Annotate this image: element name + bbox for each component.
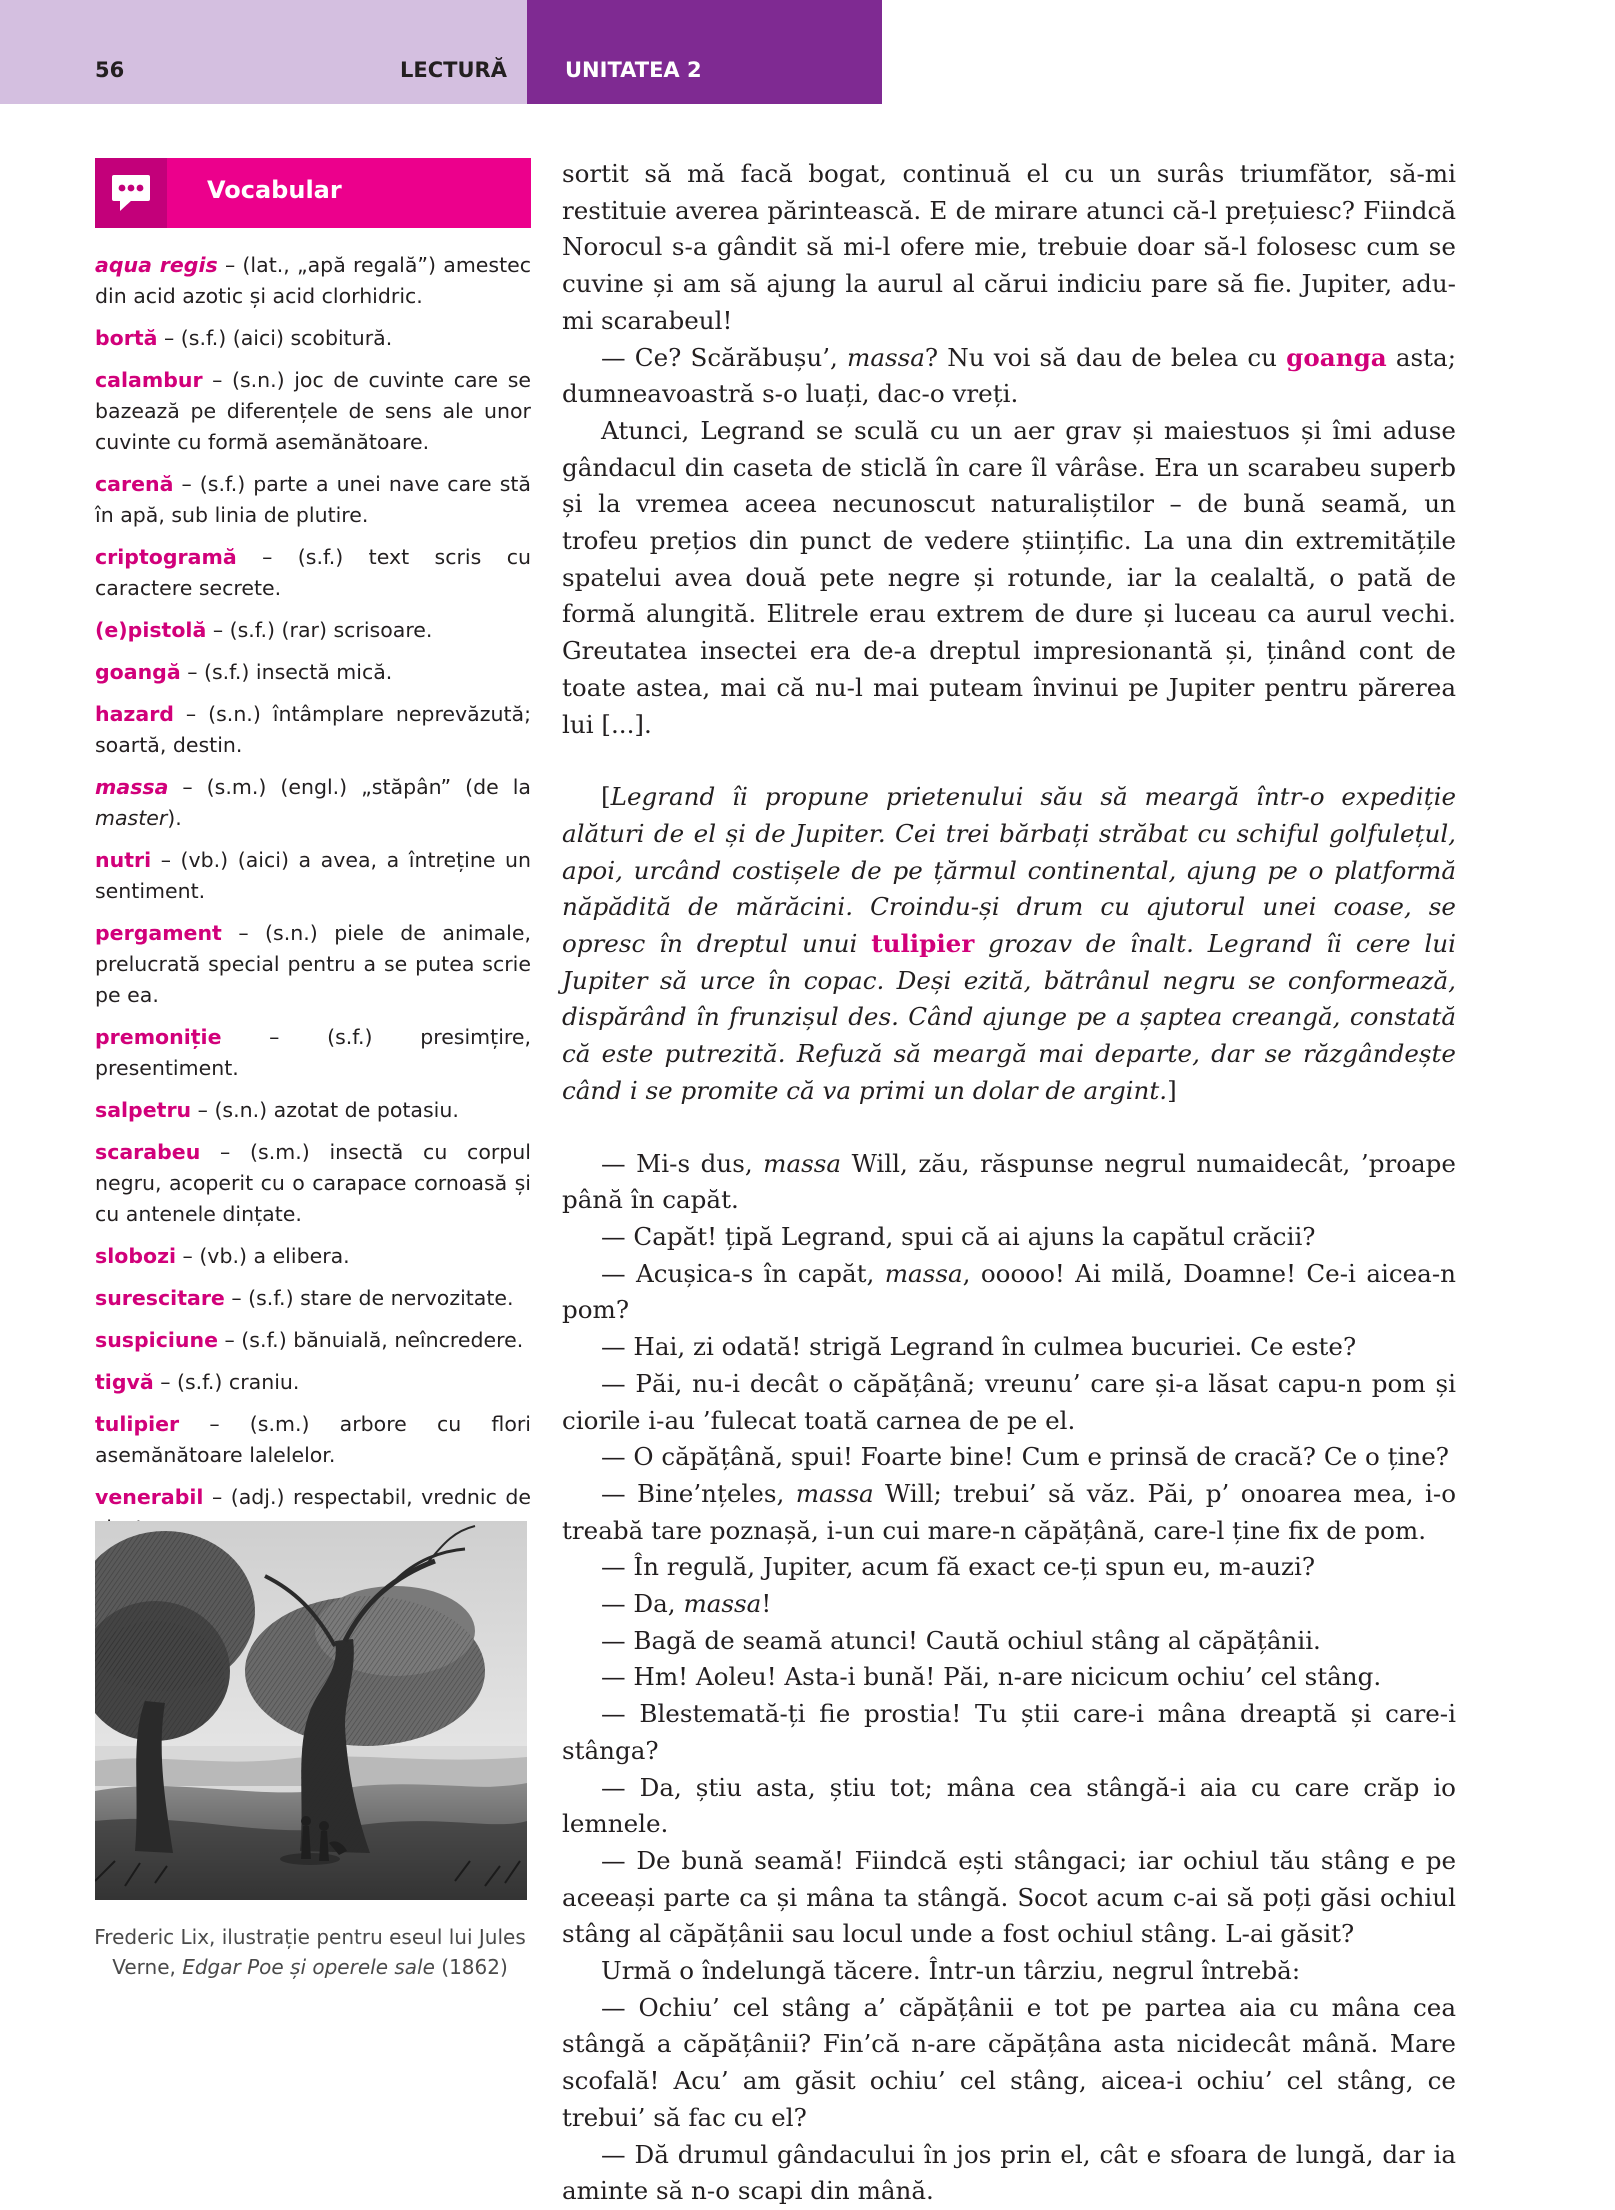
vocab-definition: – (s.f.) bănuială, neîncredere. [217,1328,524,1352]
vocab-term: salpetru [95,1098,192,1122]
dialogue-line: — Bine’nțeles, massa Will; trebui’ să văz. Păi, p’ onoarea mea, i-o treabă tare poznașă, i-un cui mare-n căpățână, care-l ține fix de pom. [562,1478,1457,1545]
dialogue-line: — Capăt! țipă Legrand, spui că ai ajuns la capătul crăcii? [601,1221,1316,1251]
vocab-term: goangă [95,660,181,684]
vocab-entry [95,845,531,907]
vocab-entry [95,323,531,354]
header-right-band [527,0,882,104]
narration-line: Urmă o îndelungă tăcere. Într-un târziu, negrul întrebă: [601,1956,1301,1986]
vocab-entry [95,1137,531,1230]
vocab-definition: – (s.f.) (aici) scobitură. [157,326,393,350]
vocab-definition-italic: master [95,806,168,830]
paragraph: — Ce? Scărăbușu’, massa? Nu voi să dau de belea cu goanga asta; dumneavoastră s-o luați, dac-o vreți. [562,342,1456,409]
vocab-definition: – (s.n.) întâmplare neprevăzută; soartă, destin. [95,702,531,757]
vocab-term: slobozi [95,1244,177,1268]
paragraph: Atunci, Legrand se sculă cu un aer grav și maiestuos și îmi aduse gândacul din caseta de sticlă în care îl vârâse. Era un scarabeu superb și la vremea aceea necunoscut naturaliștilor – de bună seamă, un trofeu prețios din punct de vedere științific. La una din extremitățile spatelui avea două pete negre și rotunde, iar la cealaltă, o pată de formă alungită. Elitrele erau extrem de dure și luceau ca aurul vechi. Greutatea insectei era de-a dreptul impresionantă și, ținând cont de toate astea, mai că nu-l mai puteam învinui pe Jupiter pentru părerea lui [...]. [562,415,1456,739]
vocab-entry [95,657,531,688]
summary-paragraph: [Legrand îi propune prietenului său să meargă într-o expediție alături de el și de Jupiter. Cei trei bărbați străbat cu schiful golfulețul, apoi, urcând costișele de pe țărmul continental, ajung pe o platformă năpădită de mărăcini. Croindu-și drum cu ajutorul unei coase, se opresc în dreptul unui tulipier grozav de înalt. Legrand îi cere lui Jupiter să urce în copac. Deși ezită, bătrânul negru se conformează, dispărând în frunzișul des. Când ajunge pe a șaptea creangă, constată că este putrezită. Refuză să meargă mai departe, dar se răzgândește când i se promite că va primi un dolar de argint.] [562,782,1456,1105]
dialogue-line: — Bagă de seamă atunci! Caută ochiul stâng al căpățânii. [601,1625,1321,1655]
dialogue-line: — Ochiu’ cel stâng a’ căpățânii e tot pe partea aia cu mâna cea stângă a căpățânii? Fin’că n-are căpățâna asta nicidecât mână. Mare scofală! Acu’ am găsit ochiu’ cel stâng, aicea-i ochiu’ cel stâng, ce trebui’ să fac cu el? [562,1992,1456,2132]
vocab-definition: – (vb.) a elibera. [176,1244,350,1268]
vocab-term: hazard [95,702,174,726]
vocab-term: tigvă [95,1370,154,1394]
dialogue-line: — Hm! Aoleu! Asta-i bună! Păi, n-are nicicum ochiu’ cel stâng. [601,1662,1382,1692]
vocab-term: premoniție [95,1025,222,1049]
highlighted-word: goanga [1286,342,1387,372]
dialogue-line: — Da, massa! [601,1589,772,1619]
dialogue-line: — Da, știu asta, știu tot; mâna cea stângă-i aia cu care crăp io lemnele. [562,1772,1456,1839]
vocab-entry [95,699,531,761]
dialogue-line: — Păi, nu-i decât o căpățână; vreunu’ care și-a lăsat capu-n pom și ciorile i-au ’fulecat toată carnea de pe el. [562,1368,1456,1435]
vocab-definition: – (s.n.) joc de cuvinte care se bazează pe diferențele de sens ale unor cuvinte cu formă asemănătoare. [95,368,531,454]
vocabulary-icon-box [95,158,167,228]
caption-year: (1862) [434,1955,508,1979]
vocab-entry [95,1095,531,1126]
unit-title: UNITATEA 2 [565,58,702,82]
vocab-term: criptogramă [95,545,237,569]
paragraph: sortit să mă facă bogat, continuă el cu un surâs triumfător, să-mi restituie averea părintească. E de mirare atunci că-l prețuiesc? Fiindcă Norocul s-a gândit să mi-l ofere mie, trebuie doar să-l folosesc cum se cuvine și am să ajung la aurul al cărui indiciu pare să fie. Jupiter, adu-mi scarabeul! [562,159,1456,335]
vocab-entry [95,1241,531,1272]
vocab-definition: – (s.n.) piele de animale, prelucrată special pentru a se putea scrie pe ea. [95,921,531,1007]
vocab-definition: – (vb.) (aici) a avea, a întreține un sentiment. [95,848,531,903]
vocab-term: massa [95,775,169,799]
vocab-definition: – (s.f.) insectă mică. [180,660,393,684]
vocab-definition: – (s.f.) presimțire, presentiment. [95,1025,531,1080]
dialogue-line: — Blestemată-ți fie prostia! Tu știi care-i mâna dreaptă și care-i stânga? [562,1699,1456,1765]
vocab-entry [95,1283,531,1314]
caption-title: Edgar Poe și operele sale [182,1955,435,1979]
vocab-definition: – (s.m.) (engl.) „stăpân” (de la [168,775,531,799]
dialogue-line: — O căpățână, spui! Foarte bine! Cum e prinsă de cracă? Ce o ține? [601,1442,1449,1472]
vocabulary-title: Vocabular [207,176,342,204]
speech-bubble-icon [110,172,152,214]
page-number: 56 [95,58,125,82]
vocab-entry [95,1325,531,1356]
vocab-entry [95,469,531,531]
vocab-definition: – (s.f.) craniu. [153,1370,300,1394]
illustration-caption [80,1922,540,1982]
vocab-definition: – (adj.) respectabil, vrednic de [211,1485,531,1509]
vocab-term: (e)pistolă [95,618,207,642]
dialogue-line: — Acușica-s în capăt, massa, ooooo! Ai milă, Doamne! Ce-i aicea-n pom? [562,1258,1456,1325]
vocab-term: aqua regis [95,253,218,277]
engraving-illustration [95,1521,527,1900]
vocab-entry [95,918,531,1011]
vocabulary-heading [95,158,531,228]
vocab-entry [95,1367,531,1398]
vocab-term: tulipier [95,1412,180,1436]
vocab-term: surescitare [95,1286,225,1310]
main-text [562,156,1456,2210]
vocab-entry [95,542,531,604]
vocab-definition: – (s.n.) azotat de potasiu. [191,1098,459,1122]
vocab-entry [95,250,531,312]
vocab-entry [95,772,531,834]
vocab-definition: – (s.f.) parte a unei nave care stă în apă, sub linia de plutire. [95,472,531,527]
vocab-term: suspiciune [95,1328,218,1352]
dialogue-line: — Hai, zi odată! strigă Legrand în culmea bucuriei. Ce este? [601,1332,1357,1362]
vocab-definition: – (lat., „apă regală”) amestec din acid azotic și acid clorhidric. [95,253,532,308]
caption-text: Frederic Lix, ilustrație pentru eseul lui Jules Verne, [94,1925,526,1979]
highlighted-word: tulipier [871,929,975,959]
vocab-term: venerabil [95,1485,204,1509]
vocab-definition: – (s.f.) (rar) scrisoare. [206,618,433,642]
header-left-band [0,0,527,104]
vocab-definition: – (s.f.) stare de nervozitate. [224,1286,514,1310]
vocab-term: carenă [95,472,174,496]
vocab-term: scarabeu [95,1140,201,1164]
vocab-term: bortă [95,326,158,350]
vocab-entry [95,365,531,458]
vocab-definition: – (s.m.) insectă cu corpul negru, acoperit cu o carapace cornoasă și cu antenele dințate. [95,1140,531,1226]
vocab-term: pergament [95,921,222,945]
vocabulary-list [95,250,531,1555]
vocab-term: calambur [95,368,203,392]
vocab-definition-end: ). [167,806,182,830]
vocab-entry [95,1022,531,1084]
vocab-term: nutri [95,848,152,872]
dialogue-line: — Mi-s dus, massa Will, zău, răspunse negrul numaidecât, ’proape până în capăt. [562,1148,1456,1215]
vocab-entry [95,615,531,646]
vocab-definition: – (s.m.) arbore cu flori asemănătoare lalelelor. [95,1412,531,1467]
dialogue-line: — Dă drumul gândacului în jos prin el, cât e sfoara de lungă, dar ia aminte să n-o scapi din mână. [562,2139,1456,2206]
vocab-entry [95,1409,531,1471]
dialogue-line: — În regulă, Jupiter, acum fă exact ce-ți spun eu, m-auzi? [601,1552,1316,1582]
vocab-definition: – (s.f.) text scris cu caractere secrete. [95,545,531,600]
section-title: LECTURĂ [400,58,507,82]
dialogue-line: — De bună seamă! Fiindcă ești stângaci; iar ochiul tău stâng e pe aceeași parte ca și mâna ta stângă. Socot acum c-ai să poți găsi ochiul stâng al căpățânii sau locul unde a fost ochiul stâng. L-ai găsit? [562,1845,1456,1949]
